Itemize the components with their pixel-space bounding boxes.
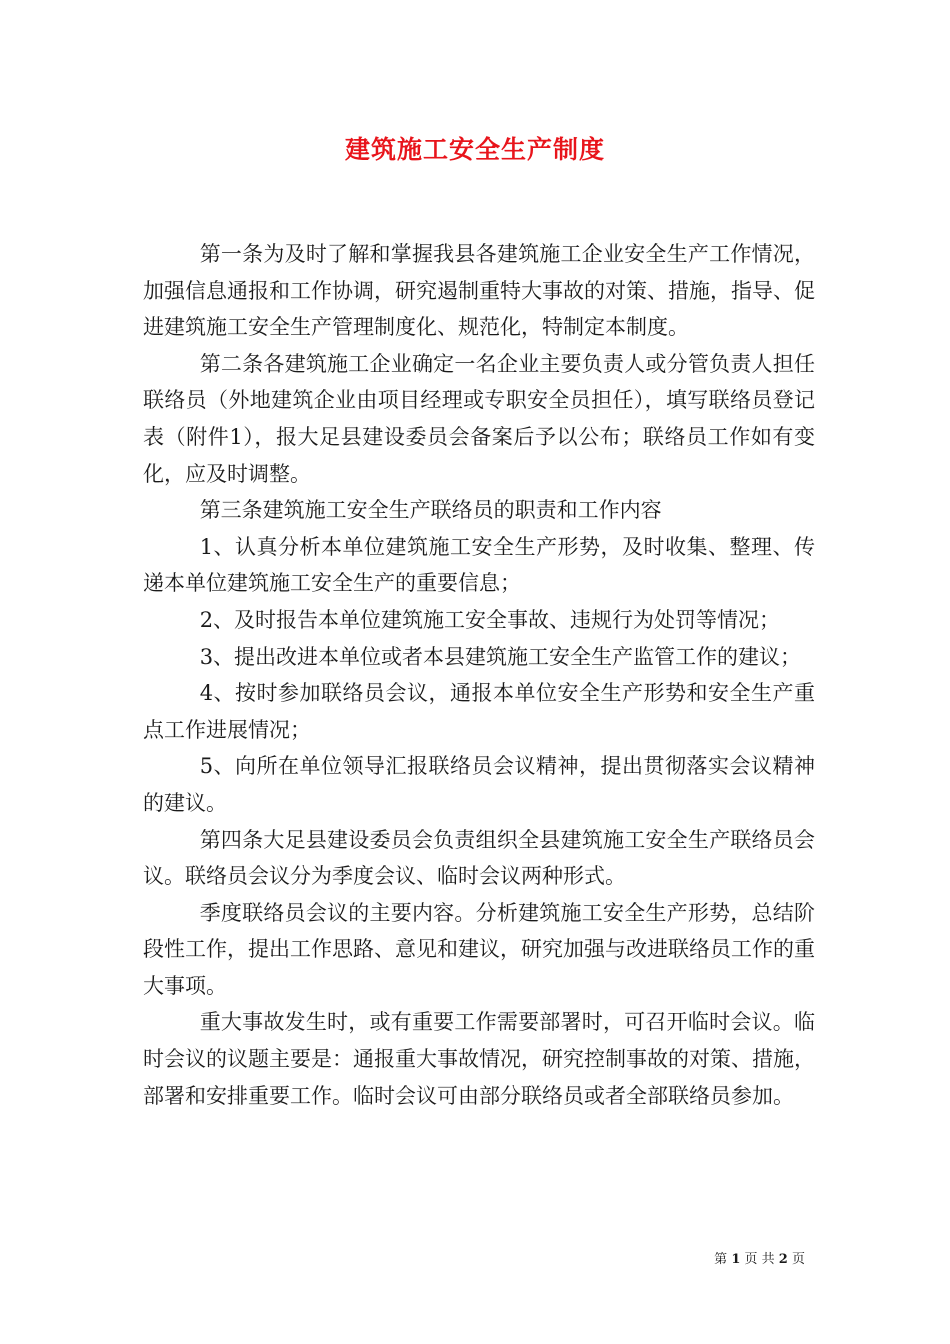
paragraph-article-4: 第四条大足县建设委员会负责组织全县建筑施工安全生产联络员会议。联络员会议分为季度会议、临时会议两种形式。 — [143, 827, 815, 889]
paragraph-article-2: 第二条各建筑施工企业确定一名企业主要负责人或分管负责人担任联络员（外地建筑企业由项目经理或专职安全员担任），填写联络员登记表（附件1），报大足县建设委员会备案后予以公布；联络员工作如有变化，应及时调整。 — [143, 351, 815, 486]
paragraph-duty-3: 3、提出改进本单位或者本县建筑施工安全生产监管工作的建议； — [199, 644, 802, 669]
paragraph-duty-1: 1、认真分析本单位建筑施工安全生产形势，及时收集、整理、传递本单位建筑施工安全生产的重要信息； — [143, 534, 815, 596]
paragraph-duty-5: 5、向所在单位领导汇报联络员会议精神，提出贯彻落实会议精神的建议。 — [143, 754, 815, 815]
total-pages: 2 — [778, 1252, 788, 1267]
current-page: 1 — [731, 1252, 741, 1267]
page-prefix: 第 — [714, 1252, 728, 1267]
paragraph-quarterly-meeting: 季度联络员会议的主要内容。分析建筑施工安全生产形势，总结阶段性工作，提出工作思路、意见和建议，研究加强与改进联络员工作的重大事项。 — [143, 900, 815, 998]
paragraph-duty-2: 2、及时报告本单位建筑施工安全事故、违规行为处罚等情况； — [199, 607, 781, 632]
paragraph-article-1: 第一条为及时了解和掌握我县各建筑施工企业安全生产工作情况，加强信息通报和工作协调，研究遏制重特大事故的对策、措施，指导、促进建筑施工安全生产管理制度化、规范化，特制定本制度。 — [143, 242, 815, 340]
page-middle: 页 共 — [744, 1252, 775, 1267]
paragraph-article-3: 第三条建筑施工安全生产联络员的职责和工作内容 — [199, 498, 662, 523]
paragraph-temporary-meeting: 重大事故发生时，或有重要工作需要部署时，可召开临时会议。临时会议的议题主要是：通报重大事故情况，研究控制事故的对策、措施，部署和安排重要工作。临时会议可由部分联络员或者全部联络员参加。 — [143, 1010, 815, 1108]
document-title: 建筑施工安全生产制度 — [344, 135, 605, 164]
page-suffix: 页 — [791, 1252, 805, 1267]
document-body — [143, 236, 815, 1114]
paragraph-duty-4: 4、按时参加联络员会议，通报本单位安全生产形势和安全生产重点工作进展情况； — [143, 681, 815, 742]
page-number — [714, 1248, 805, 1267]
